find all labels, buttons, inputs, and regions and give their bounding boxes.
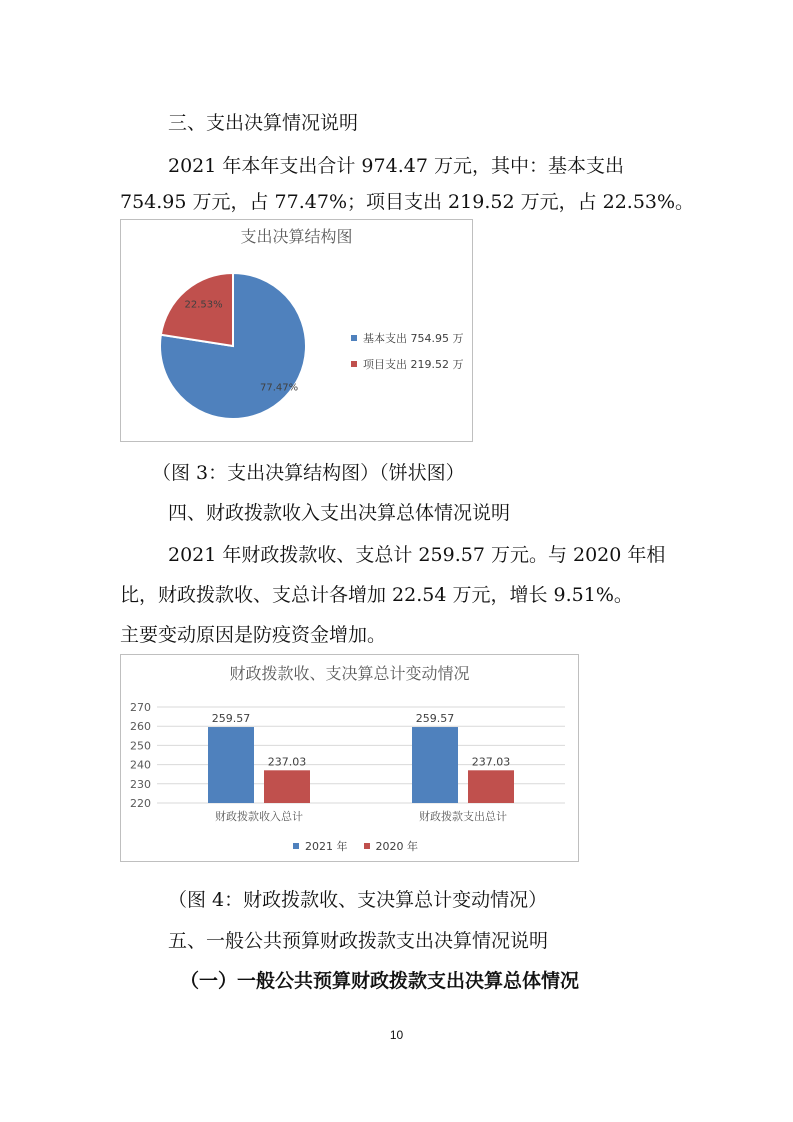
bar bbox=[412, 727, 458, 803]
section-3-paragraph-line-2: 754.95 万元，占 77.47%；项目支出 219.52 万元，占 22.53%。 bbox=[120, 191, 695, 213]
pie-slice-label: 22.53% bbox=[184, 299, 223, 311]
pie-legend-item-project bbox=[351, 356, 463, 372]
bar-legend-item-2021 bbox=[293, 838, 348, 854]
figure-3-caption: （图 3：支出决算结构图）（饼状图） bbox=[152, 462, 465, 484]
y-tick-label: 240 bbox=[130, 758, 151, 772]
section-4-heading: 四、财政拨款收入支出决算总体情况说明 bbox=[168, 502, 511, 524]
y-tick-label: 270 bbox=[130, 701, 151, 714]
pie-legend-label: 项目支出 219.52 万 bbox=[363, 358, 464, 371]
pie-chart bbox=[120, 219, 473, 442]
y-tick-label: 260 bbox=[130, 720, 151, 734]
figure-4-caption: （图 4：财政拨款收、支决算总计变动情况） bbox=[168, 889, 548, 911]
section-5-subheading: （一）一般公共预算财政拨款支出决算总体情况 bbox=[180, 970, 580, 992]
x-category-label: 财政拨款收入总计 bbox=[215, 810, 303, 823]
bar-legend-item-2020 bbox=[364, 838, 419, 854]
pie-chart-plot bbox=[121, 250, 321, 450]
pie-legend-item-basic bbox=[351, 330, 463, 346]
legend-swatch-red bbox=[351, 361, 357, 367]
y-tick-label: 250 bbox=[130, 739, 151, 753]
legend-swatch-red bbox=[364, 843, 370, 849]
x-category-label: 财政拨款支出总计 bbox=[419, 810, 507, 823]
bar-value-label: 259.57 bbox=[211, 712, 251, 726]
bar-chart-title: 财政拨款收、支决算总计变动情况 bbox=[229, 664, 470, 683]
bar-legend-label: 2021 年 bbox=[305, 840, 348, 853]
bar-legend-label: 2020 年 bbox=[375, 840, 418, 853]
legend-swatch-blue bbox=[293, 843, 299, 849]
section-3-paragraph-line-1: 2021 年本年支出合计 974.47 万元，其中：基本支出 bbox=[168, 155, 624, 177]
section-4-paragraph-line-1: 2021 年财政拨款收、支总计 259.57 万元。与 2020 年相 bbox=[168, 544, 666, 566]
pie-legend bbox=[351, 330, 463, 372]
y-tick-label: 220 bbox=[130, 797, 151, 810]
legend-swatch-blue bbox=[351, 335, 357, 341]
bar-value-label: 259.57 bbox=[415, 712, 455, 726]
bar-chart-plot bbox=[121, 681, 578, 861]
section-5-heading: 五、一般公共预算财政拨款支出决算情况说明 bbox=[168, 930, 549, 952]
y-tick-label: 230 bbox=[130, 777, 151, 791]
section-3-heading: 三、支出决算情况说明 bbox=[168, 112, 359, 134]
bar-value-label: 237.03 bbox=[267, 755, 307, 769]
bar bbox=[208, 727, 254, 803]
bar-chart bbox=[120, 654, 579, 862]
bar-value-label: 237.03 bbox=[471, 755, 511, 769]
pie-legend-label: 基本支出 754.95 万 bbox=[363, 332, 464, 345]
bar-legend bbox=[293, 838, 418, 854]
pie-slice-label: 77.47% bbox=[260, 382, 299, 394]
bar bbox=[264, 770, 310, 803]
section-4-paragraph-line-2: 比，财政拨款收、支总计各增加 22.54 万元，增长 9.51%。 bbox=[120, 584, 633, 606]
bar bbox=[468, 770, 514, 803]
page-number: 10 bbox=[389, 1028, 404, 1042]
section-4-paragraph-line-3: 主要变动原因是防疫资金增加。 bbox=[120, 624, 387, 646]
pie-chart-title: 支出决算结构图 bbox=[240, 227, 353, 246]
